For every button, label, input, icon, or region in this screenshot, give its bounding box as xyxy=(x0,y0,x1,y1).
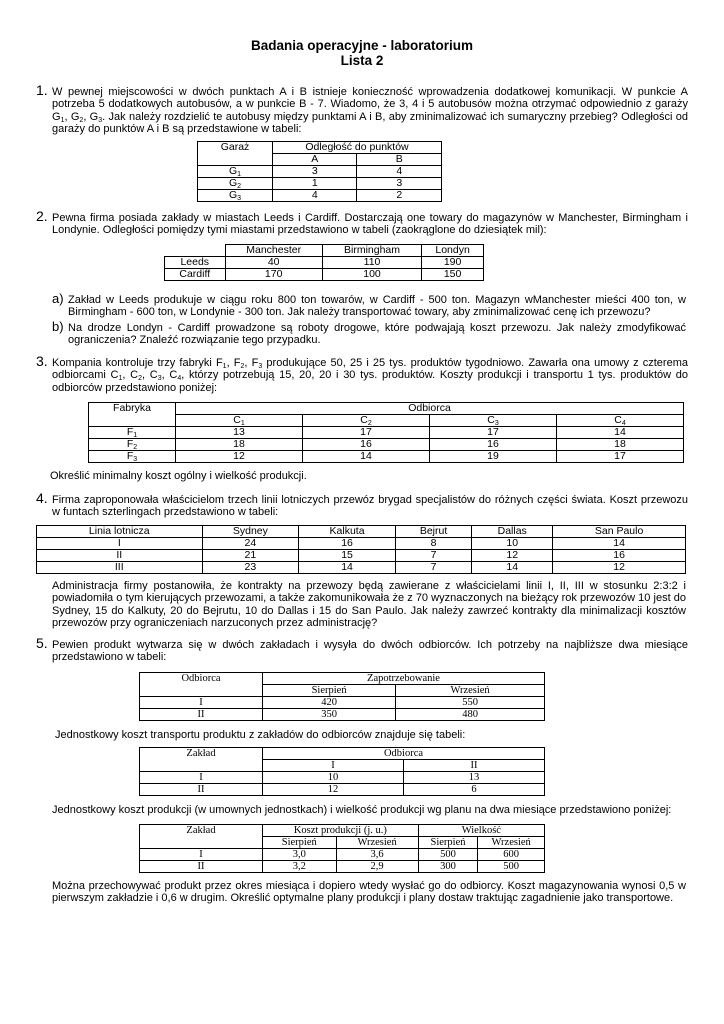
table-production: Zakład Koszt produkcji (j. u.) Wielkość Sierpień Wrzesień Sierpień Wrzesień I 3,0 3,6 500 600 II 3,2 2,9 300 500 xyxy=(139,824,545,873)
problem-number: 2. xyxy=(36,208,48,224)
table-row: I 10 13 xyxy=(140,772,545,784)
problem-1 xyxy=(36,82,688,136)
table-row: I 3,0 3,6 500 600 xyxy=(140,849,545,861)
table-row: I 420 550 xyxy=(140,697,545,709)
problem-4 xyxy=(36,490,688,519)
problem-number: 5. xyxy=(36,635,48,651)
table-distances: Manchester Birmingham Londyn Leeds 40 110 190 Cardiff 170 100 150 xyxy=(164,244,484,281)
table-row: Leeds 40 110 190 xyxy=(165,257,484,269)
table-row: $G_3$ 4 2 xyxy=(198,190,442,202)
table-transport-cost: Zakład Odbiorca I II I 10 13 II 12 6 xyxy=(139,747,545,796)
problem-text: Pewien produkt wytwarza się w dwóch zakładach i wysyła do dwóch odbiorców. Ich potrzeby na najbliższe dwa miesiące przedstawiono w tabeli: xyxy=(52,639,688,664)
problem-text: Pewna firma posiada zakłady w miastach Leeds i Cardiff. Dostarczają one towary do magazynów w Manchester, Birmingham i Londynie. Odległości pomiędzy tymi miastami przedstawiono w tabeli (zaokrąglone do dziesiątek mil): xyxy=(52,212,688,237)
table-row: $F_2$ 18 16 16 18 xyxy=(89,439,684,451)
problem-2a: a) Zakład w Leeds produkuje w ciągu roku 800 ton towarów, w Cardiff - 500 ton. Magazyn wManchester mieści 400 ton, w Birmingham - 600 ton, w Londynie - 300 ton. Jak należy transportować towary, aby zminimalizować cenę ich przewozu? xyxy=(52,291,686,319)
table-airlines: Linia lotnicza Sydney Kalkuta Bejrut Dallas San Paulo I 24 16 8 10 14 II 21 15 7 12 16 III 23 14 7 14 12 xyxy=(36,525,686,574)
table-row: Cardiff 170 100 150 xyxy=(165,269,484,281)
table-row: III 23 14 7 14 12 xyxy=(37,562,686,574)
problem-text: Kompania kontroluje trzy fabryki $F_1$, $F_2$, $F_3$ produkujące 50, 25 i 25 tys. produktów tygodniowo. Zawarła ona umowy z czterema odbiorcami $C_1$, $C_2$, $C_3$, $C_4$, którzy potrzebują 15, 20, 20 i 30 tys. produktów. Koszty produkcji i transportu 1 tys. produktów do odbiorców przedstawiono poniżej: xyxy=(52,357,689,394)
problem-3-question: Określić minimalny koszt ogólny i wielkość produkcji. xyxy=(50,470,307,482)
problem-number: 4. xyxy=(36,490,48,506)
document-subtitle: Lista 2 xyxy=(340,53,384,68)
problem-2b: b) Na drodze Londyn - Cardiff prowadzone są roboty drogowe, które podwajają koszt przewozu. Jak należy zmodyfikować ograniczenia? Znaleźć rozwiązanie tego przypadku. xyxy=(52,319,686,347)
table-row: $G_1$ 3 4 xyxy=(198,166,442,178)
table-row: II 3,2 2,9 300 500 xyxy=(140,861,545,873)
problem-5-production-intro: Jednostkowy koszt produkcji (w umownych jednostkach) i wielkość produkcji wg planu na dwa miesiące przedstawiono poniżej: xyxy=(52,804,672,816)
problem-4-question: Administracja firmy postanowiła, że kontrakty na przewozy będą zawierane z właścicielami linii I, II, III w stosunku 2:3:2 i powiadomiła o tym kierujących przewozami, a także zakomunikowała że z 70 wyznaczonych na bieżący rok przewozów 10 jest do Sydney, 15 do Kalkuty, 20 do Bejrutu, 10 do Dallas i 15 do San Paulo. Jak należy zawrzeć kontrakty dla minimalizacji kosztów przewozów przy ograniczeniach narzuconych przez administrację? xyxy=(52,580,686,630)
document-title: Badania operacyjne - laboratorium xyxy=(250,38,474,53)
problem-5-transport-intro: Jednostkowy koszt transportu produktu z zakładów do odbiorców znajduje się tabeli: xyxy=(55,729,466,741)
problem-text: Firma zaproponowała właścicielom trzech linii lotniczych przewóz brygad specjalistów do różnych części świata. Koszt przewozu w funtach szterlingach przedstawiono w tabeli: xyxy=(52,494,688,519)
table-row: II 350 480 xyxy=(140,709,545,721)
table-costs: Fabryka Odbiorca $C_1$ $C_2$ $C_3$ $C_4$ $F_1$ 13 17 17 14 $F_2$ 18 16 16 18 $F_3$ 12 14 19 17 xyxy=(88,402,684,463)
problem-3 xyxy=(36,353,689,394)
table-row: $F_3$ 12 14 19 17 xyxy=(89,451,684,463)
table-garages: Garaż Odległość do punktów A B $G_1$ 3 4 $G_2$ 1 3 $G_3$ 4 2 xyxy=(197,141,442,202)
problem-5-question: Można przechowywać produkt przez okres miesiąca i dopiero wtedy wysłać go do odbiorcy. Koszt magazynowania wynosi 0,5 w pierwszym zakładzie i 0,6 w drugim. Określić optymalne plany produkcji i plany dostaw traktując zagadnienie jako transportowe. xyxy=(52,880,686,905)
problem-number: 1. xyxy=(36,82,48,98)
problem-text: W pewnej miejscowości w dwóch punktach A i B istnieje konieczność wprowadzenia dodatkowej komunikacji. W punkcie A potrzeba 5 dodatkowych autobusów, a w punkcie B - 7. Wiadomo, że 3, 4 i 5 autobusów można otrzymać odpowiednio z garaży $G_1$, $G_2$, $G_3$. Jak należy rozdzielić te autobusy między punktami A i B, aby zminimalizować ich sumaryczny przebieg? Odległości od garaży do punktów A i B są przedstawione w tabeli: xyxy=(52,86,688,136)
table-row: I 24 16 8 10 14 xyxy=(37,538,686,550)
table-row: II 21 15 7 12 16 xyxy=(37,550,686,562)
table-row: $G_2$ 1 3 xyxy=(198,178,442,190)
problem-2 xyxy=(36,208,688,237)
problem-number: 3. xyxy=(36,353,48,369)
table-demand: Odbiorca Zapotrzebowanie Sierpień Wrzesień I 420 550 II 350 480 xyxy=(139,672,545,721)
table-row: $F_1$ 13 17 17 14 xyxy=(89,427,684,439)
problem-5 xyxy=(36,635,688,664)
table-row: II 12 6 xyxy=(140,784,545,796)
